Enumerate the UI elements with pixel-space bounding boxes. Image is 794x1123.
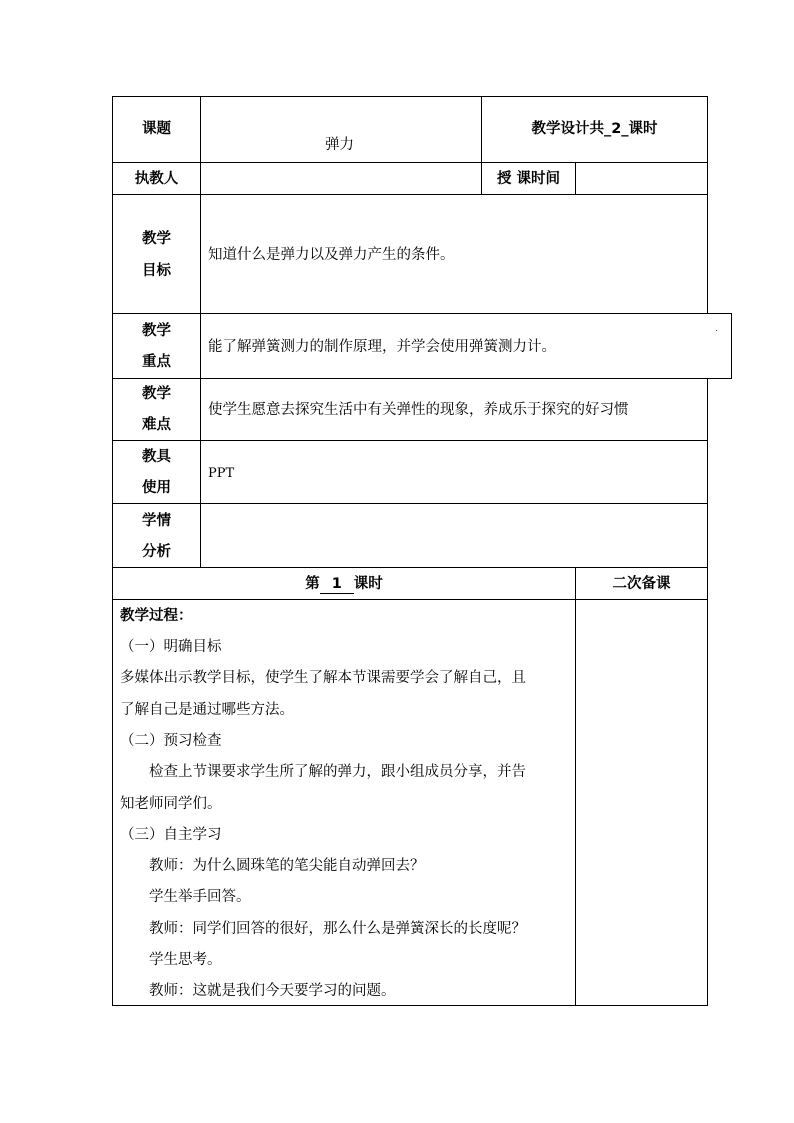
goal-content: 知道什么是弹力以及弹力产生的条件。	[208, 247, 455, 263]
key-content: 能了解弹簧测力的制作原理，并学会使用弹簧测力计。	[208, 339, 556, 355]
topic-label: 课题	[142, 121, 171, 137]
difficulty-label-line2: 难点	[142, 417, 171, 433]
stray-mark	[716, 330, 717, 331]
table-border	[112, 567, 708, 568]
process-line: 学生思考。	[149, 952, 222, 968]
process-line: 教师：这就是我们今天要学习的问题。	[149, 983, 396, 999]
process-line: 教师：为什么圆珠笔的笔尖能自动弹回去？	[149, 858, 425, 874]
table-border	[112, 378, 732, 379]
process-line: 检查上节课要求学生所了解的弹力，跟小组成员分享，并告	[149, 764, 526, 780]
table-border	[112, 1005, 708, 1006]
table-border	[112, 313, 732, 314]
tools-content: PPT	[208, 466, 235, 481]
design-count: 2	[611, 121, 622, 137]
process-line: 知老师同学们。	[120, 796, 222, 812]
topic-value: 弹力	[325, 137, 354, 153]
table-border	[707, 96, 708, 314]
design-periods	[482, 120, 707, 138]
table-border	[575, 567, 576, 1006]
table-border	[112, 162, 708, 163]
process-line: 教师：同学们回答的很好，那么什么是弹簧深长的长度呢？	[149, 921, 526, 937]
difficulty-content: 使学生愿意去探究生活中有关弹性的现象，养成乐于探究的好习惯	[208, 402, 629, 418]
difficulty-label-line1: 教学	[142, 386, 171, 402]
table-border	[112, 503, 708, 504]
time-label: 授 课时间	[496, 171, 561, 187]
table-border	[112, 599, 708, 600]
design-suffix-underscore: _	[621, 121, 629, 137]
process-line: （二）预习检查	[120, 733, 222, 749]
process-line: （三）自主学习	[120, 827, 222, 843]
table-border	[112, 96, 708, 97]
tools-label-line2: 使用	[142, 480, 171, 496]
lesson-number: 1	[320, 575, 354, 594]
tools-label-line1: 教具	[142, 449, 171, 465]
process-line: 了解自己是通过哪些方法。	[120, 702, 294, 718]
lesson-suffix: 课时	[353, 576, 383, 592]
teacher-label: 执教人	[134, 171, 179, 187]
table-border	[575, 162, 576, 195]
design-prefix: 教学设计共	[531, 121, 604, 137]
design-count-underscore: _	[603, 121, 612, 137]
process-title: 教学过程：	[120, 608, 193, 624]
table-border	[112, 194, 708, 195]
goal-label-line1: 教学	[142, 231, 171, 247]
analysis-label-line1: 学情	[142, 513, 171, 529]
analysis-label-line2: 分析	[142, 544, 171, 560]
lesson-prefix: 第	[305, 576, 320, 592]
goal-label-line2: 目标	[142, 263, 171, 279]
key-label-line2: 重点	[142, 354, 171, 370]
lesson-period-heading	[113, 575, 575, 594]
second-prep-heading: 二次备课	[612, 576, 671, 592]
table-border	[731, 313, 732, 379]
process-line: 多媒体出示教学目标，使学生了解本节课需要学会了解自己，且	[120, 670, 526, 686]
process-line: 学生举手回答。	[149, 889, 251, 905]
table-border	[200, 96, 201, 568]
table-border	[112, 440, 708, 441]
table-border	[707, 378, 708, 1006]
design-suffix: 课时	[628, 121, 658, 137]
key-label-line1: 教学	[142, 323, 171, 339]
process-line: （一）明确目标	[120, 639, 222, 655]
